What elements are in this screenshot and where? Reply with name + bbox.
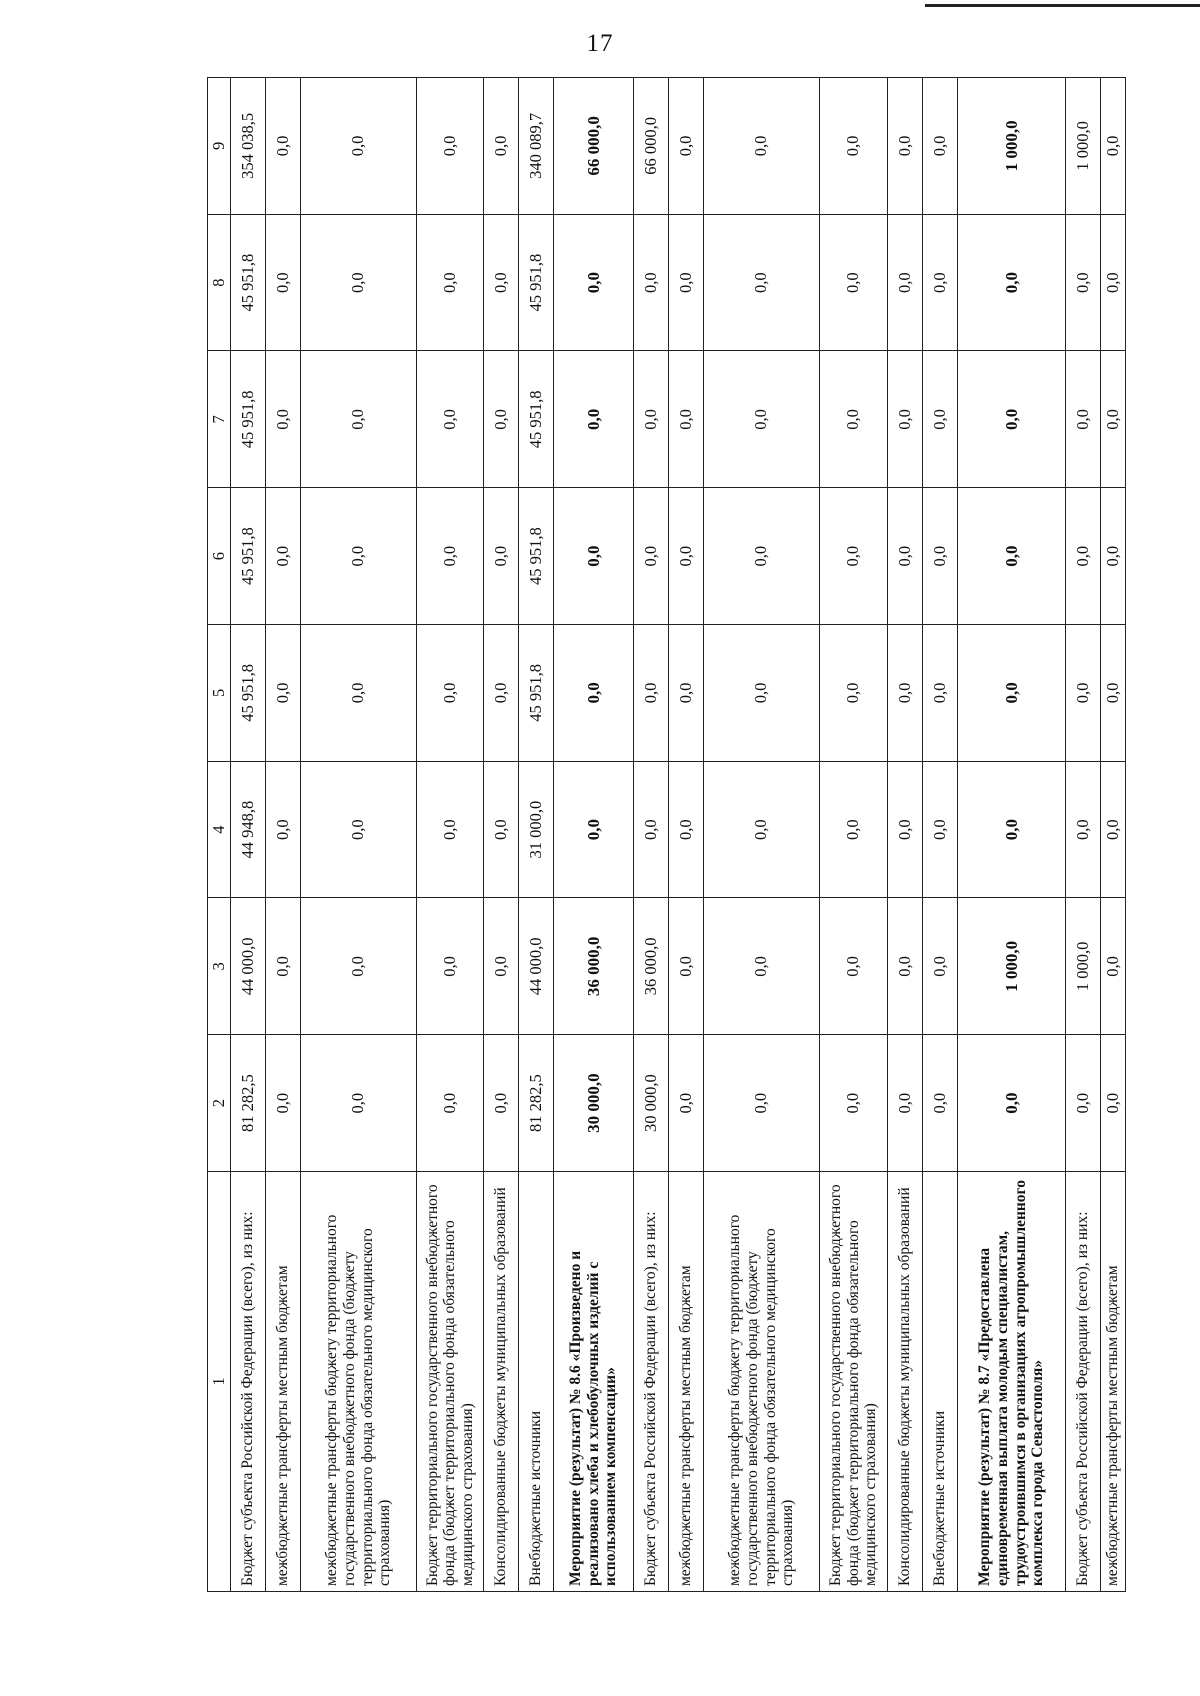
cell-value: 0,0 [923,898,958,1035]
cell-value: 0,0 [958,488,1066,625]
cell-value: 0,0 [888,214,923,351]
cell-value: 0,0 [923,214,958,351]
cell-value: 0,0 [301,898,417,1035]
cell-value: 66 000,0 [554,78,634,215]
cell-value: 44 948,8 [231,761,266,898]
cell-value: 0,0 [1101,1035,1126,1172]
column-header-8: 8 [208,214,231,351]
cell-value: 0,0 [417,78,484,215]
cell-value: 0,0 [669,488,704,625]
cell-value: 0,0 [417,214,484,351]
table-row [231,78,266,1592]
row-label: межбюджетные трансферты местным бюджетам [266,1172,301,1592]
row-label: Консолидированные бюджеты муниципальных образований [484,1172,519,1592]
row-label: межбюджетные трансферты местным бюджетам [1101,1172,1126,1592]
cell-value: 1 000,0 [1066,898,1101,1035]
cell-value: 81 282,5 [519,1035,554,1172]
cell-value: 0,0 [1066,1035,1101,1172]
cell-value: 0,0 [1101,625,1126,762]
cell-value: 0,0 [958,351,1066,488]
cell-value: 0,0 [634,761,669,898]
row-label: межбюджетные трансферты местным бюджетам [669,1172,704,1592]
cell-value: 0,0 [1101,488,1126,625]
cell-value: 0,0 [484,761,519,898]
cell-value: 0,0 [704,78,820,215]
cell-value: 0,0 [417,761,484,898]
cell-value: 0,0 [266,351,301,488]
cell-value: 1 000,0 [1066,78,1101,215]
row-label: Бюджет территориального государственного внебюджетного фонда (бюджет территориального фонда обязательного медицинского страхования) [417,1172,484,1592]
cell-value: 1 000,0 [958,78,1066,215]
cell-value: 0,0 [669,1035,704,1172]
cell-value: 0,0 [1066,761,1101,898]
column-header-7: 7 [208,351,231,488]
cell-value: 0,0 [266,625,301,762]
column-header-9: 9 [208,78,231,215]
cell-value: 0,0 [820,761,888,898]
cell-value: 1 000,0 [958,898,1066,1035]
cell-value: 0,0 [554,625,634,762]
table-row [301,78,417,1592]
cell-value: 0,0 [266,78,301,215]
cell-value: 44 000,0 [519,898,554,1035]
cell-value: 31 000,0 [519,761,554,898]
table-row [484,78,519,1592]
cell-value: 45 951,8 [519,214,554,351]
row-label: Бюджет субъекта Российской Федерации (всего), из них: [634,1172,669,1592]
cell-value: 0,0 [554,351,634,488]
cell-value: 354 038,5 [231,78,266,215]
cell-value: 0,0 [704,898,820,1035]
cell-value: 30 000,0 [634,1035,669,1172]
cell-value: 0,0 [301,761,417,898]
cell-value: 0,0 [820,625,888,762]
column-header-4: 4 [208,761,231,898]
cell-value: 0,0 [958,761,1066,898]
cell-value: 0,0 [266,761,301,898]
cell-value: 0,0 [888,351,923,488]
cell-value: 0,0 [266,214,301,351]
cell-value: 45 951,8 [519,625,554,762]
cell-value: 0,0 [669,625,704,762]
cell-value: 44 000,0 [231,898,266,1035]
row-label: Консолидированные бюджеты муниципальных образований [888,1172,923,1592]
table-row [1101,78,1126,1592]
cell-value: 66 000,0 [634,78,669,215]
cell-value: 45 951,8 [231,488,266,625]
table-row-measure [958,78,1066,1592]
cell-value: 0,0 [669,761,704,898]
table-row [704,78,820,1592]
cell-value: 0,0 [301,214,417,351]
cell-value: 0,0 [704,214,820,351]
table-row [669,78,704,1592]
cell-value: 0,0 [554,488,634,625]
cell-value: 0,0 [1101,214,1126,351]
cell-value: 0,0 [958,625,1066,762]
cell-value: 30 000,0 [554,1035,634,1172]
row-label: Бюджет территориального государственного внебюджетного фонда (бюджет территориального фонда обязательного медицинского страхования) [820,1172,888,1592]
cell-value: 0,0 [923,761,958,898]
budget-table-body [208,78,1126,1592]
cell-value: 0,0 [704,761,820,898]
cell-value: 0,0 [417,1035,484,1172]
row-label: Внебюджетные источники [519,1172,554,1592]
row-label: Внебюджетные источники [923,1172,958,1592]
cell-value: 0,0 [484,214,519,351]
row-label: Бюджет субъекта Российской Федерации (всего), из них: [1066,1172,1101,1592]
cell-value: 0,0 [554,761,634,898]
cell-value: 0,0 [484,1035,519,1172]
cell-value: 0,0 [958,214,1066,351]
table-row [634,78,669,1592]
cell-value: 0,0 [1066,488,1101,625]
cell-value: 0,0 [484,78,519,215]
cell-value: 81 282,5 [231,1035,266,1172]
cell-value: 0,0 [417,351,484,488]
cell-value: 0,0 [704,1035,820,1172]
column-header-2: 2 [208,1035,231,1172]
cell-value: 0,0 [1101,351,1126,488]
cell-value: 0,0 [417,898,484,1035]
cell-value: 0,0 [634,488,669,625]
cell-value: 0,0 [923,488,958,625]
cell-value: 0,0 [484,625,519,762]
cell-value: 0,0 [888,898,923,1035]
cell-value: 0,0 [669,78,704,215]
cell-value: 0,0 [888,488,923,625]
table-row-measure [554,78,634,1592]
cell-value: 0,0 [1101,78,1126,215]
column-header-1: 1 [208,1172,231,1592]
cell-value: 0,0 [820,351,888,488]
cell-value: 0,0 [554,214,634,351]
table-row [266,78,301,1592]
cell-value: 0,0 [417,625,484,762]
cell-value: 0,0 [634,351,669,488]
cell-value: 0,0 [301,488,417,625]
cell-value: 0,0 [820,898,888,1035]
cell-value: 0,0 [301,625,417,762]
table-row [417,78,484,1592]
cell-value: 0,0 [820,1035,888,1172]
cell-value: 0,0 [958,1035,1066,1172]
cell-value: 0,0 [888,761,923,898]
cell-value: 0,0 [266,488,301,625]
cell-value: 0,0 [820,78,888,215]
cell-value: 340 089,7 [519,78,554,215]
row-label: межбюджетные трансферты бюджету территориального государственного внебюджетного фонда (бюджету территориального фонда обязательного медицинского страхования) [704,1172,820,1592]
row-label: Мероприятие (результат) № 8.7 «Предоставлена единовременная выплата молодым специалистам, трудоустроившимся в организациях агропромышленного комплекса города Севастополя» [958,1172,1066,1592]
cell-value: 0,0 [301,351,417,488]
cell-value: 45 951,8 [519,351,554,488]
cell-value: 0,0 [820,488,888,625]
row-label: Мероприятие (результат) № 8.6 «Произведено и реализовано хлеба и хлебобулочных изделий с использованием компенсации» [554,1172,634,1592]
cell-value: 0,0 [669,214,704,351]
cell-value: 36 000,0 [634,898,669,1035]
cell-value: 0,0 [923,78,958,215]
cell-value: 0,0 [266,1035,301,1172]
cell-value: 0,0 [923,625,958,762]
top-rule [925,4,1200,7]
column-header-6: 6 [208,488,231,625]
cell-value: 0,0 [484,488,519,625]
cell-value: 0,0 [923,1035,958,1172]
cell-value: 45 951,8 [231,625,266,762]
table-row [888,78,923,1592]
cell-value: 0,0 [704,625,820,762]
cell-value: 0,0 [704,351,820,488]
budget-table [207,77,1126,1592]
table-frame [207,78,1122,1592]
cell-value: 0,0 [1101,761,1126,898]
column-header-5: 5 [208,625,231,762]
cell-value: 45 951,8 [231,214,266,351]
column-header-3: 3 [208,898,231,1035]
row-label: Бюджет субъекта Российской Федерации (всего), из них: [231,1172,266,1592]
cell-value: 0,0 [669,898,704,1035]
rotated-table-container [207,78,1122,1592]
cell-value: 0,0 [1066,351,1101,488]
cell-value: 0,0 [484,351,519,488]
cell-value: 0,0 [888,78,923,215]
page-number: 17 [586,30,614,57]
cell-value: 0,0 [1101,898,1126,1035]
cell-value: 0,0 [923,351,958,488]
cell-value: 0,0 [301,1035,417,1172]
table-row [820,78,888,1592]
cell-value: 45 951,8 [231,351,266,488]
cell-value: 0,0 [634,625,669,762]
cell-value: 0,0 [634,214,669,351]
cell-value: 0,0 [669,351,704,488]
table-header-row [208,78,231,1592]
cell-value: 0,0 [888,625,923,762]
cell-value: 36 000,0 [554,898,634,1035]
cell-value: 0,0 [888,1035,923,1172]
cell-value: 0,0 [820,214,888,351]
cell-value: 0,0 [484,898,519,1035]
cell-value: 0,0 [1066,625,1101,762]
cell-value: 0,0 [704,488,820,625]
table-row [923,78,958,1592]
cell-value: 0,0 [1066,214,1101,351]
table-row [519,78,554,1592]
cell-value: 0,0 [266,898,301,1035]
table-row [1066,78,1101,1592]
row-label: межбюджетные трансферты бюджету территориального государственного внебюджетного фонда (бюджету территориального фонда обязательного медицинского страхования) [301,1172,417,1592]
cell-value: 0,0 [301,78,417,215]
cell-value: 0,0 [417,488,484,625]
cell-value: 45 951,8 [519,488,554,625]
